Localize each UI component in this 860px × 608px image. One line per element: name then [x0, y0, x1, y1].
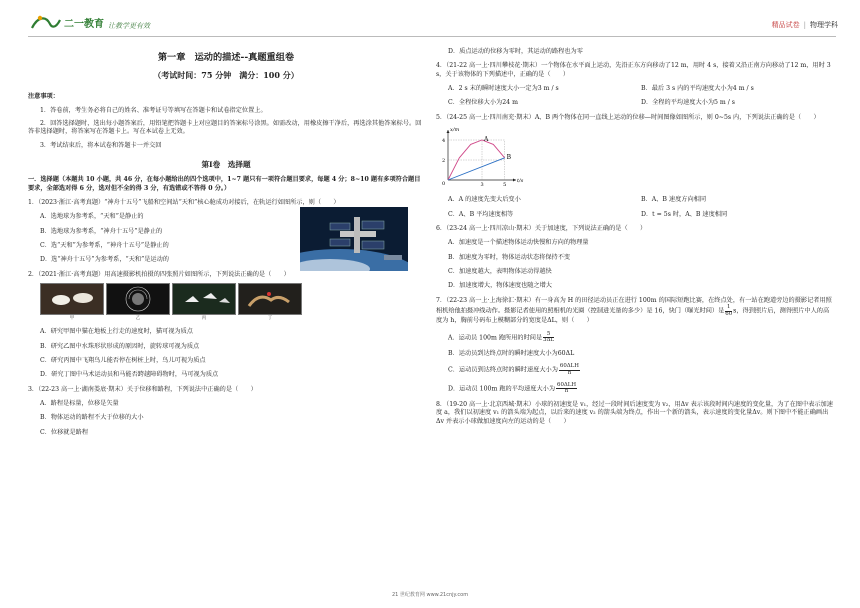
q3-option-c: C．位移就是路程	[40, 428, 89, 436]
q2-option-d: D．研究丁图中马术运动员和马能否跨越障碍物时，马可视为质点	[40, 371, 219, 379]
x-tick-label: 5	[503, 182, 507, 189]
header-label-premium: 精品试卷	[771, 21, 800, 29]
q3-option-d: D．质点运动的位移为零时，其运动的路程也为零	[448, 48, 583, 55]
q1-option-b: B．选地球为参考系，“神舟十五号”是静止的	[40, 227, 163, 235]
q7-option-d-text: D．运动员 100m 跑的平均速度大小为	[448, 385, 556, 393]
fraction-numerator: 1	[726, 304, 731, 311]
header-divider	[28, 36, 836, 37]
notice-item: 3．考试结束后，将本试卷和答题卡一并交回	[40, 141, 162, 149]
x-tick-label: 3	[480, 182, 484, 189]
photo-label: 丁	[267, 316, 273, 322]
header-subject: 精品试卷 | 物理学科	[771, 21, 838, 29]
q5-options-row	[436, 196, 834, 204]
bird-photo	[172, 283, 236, 315]
q6-option-d: D．加速度增大，物体速度也随之增大	[448, 282, 552, 290]
spinning-ball-photo	[106, 283, 170, 315]
q2-option-b: B．研究乙图中水珠形状形成的原因时，旋转球可视为质点	[40, 342, 200, 350]
q2-photo-strip	[28, 283, 424, 315]
q6-option-c: C．加速度越大，表明物体运动得越快	[448, 267, 552, 275]
q7-option-a-text: A．运动员 100m 跑所用的时间是	[448, 334, 543, 342]
q7-shutter-fraction	[725, 305, 732, 317]
q3-option-b: B．物体运动的路程不大于位移的大小	[40, 414, 144, 422]
q5-option-d: D．t = 5s 时，A、B 速度相同	[641, 210, 728, 218]
fraction-numerator: 5	[543, 332, 554, 339]
q7-option-c-text: C．运动员到达终点时的瞬时速度大小为	[448, 367, 558, 375]
right-column	[436, 48, 834, 426]
x-axis-arrow	[513, 179, 516, 182]
q4-options-row	[436, 99, 834, 107]
question-7-stem	[436, 297, 834, 326]
y-tick-label: 2	[442, 158, 446, 165]
q7-option-c	[436, 364, 834, 376]
q7-option-d-fraction	[556, 383, 577, 395]
header-label-subject: 物理学科	[810, 21, 838, 29]
q2-option-c: C．研究丙图中飞翔鸟儿能否停在树桩上时，鸟儿可视为质点	[40, 356, 206, 364]
q4-option-a: A．2 s 末的瞬时速度大小一定为3 m / s	[448, 85, 559, 93]
section-title: 第Ⅰ卷 选择题	[201, 160, 251, 170]
q3-option-a: A．路程是标量，位移是矢量	[40, 400, 119, 407]
part-title: 一．选择题（本题共 10 小题，共 46 分，在每小题给出的四个选项中，1~7 题只有一项符合题目要求，每题 4 分；8~10 题有多项符合题目要求，全部选对得 6 分，选对但不全的得 3 分，有选错或不答得 0 分。）	[28, 176, 421, 192]
notice-item: 2．回答选择题时，选出每小题答案后，用铅笔把答题卡上对应题目的答案标号涂黑。如需改动，用橡皮擦干净后，再选涂其他答案标号。回答非选择题时，将答案写在答题卡上。写在本试卷上无效。	[28, 119, 422, 136]
q1-option-d: D．选“神舟十五号”为参考系，“天和”是运动的	[40, 256, 169, 264]
photo-label: 丙	[201, 316, 207, 322]
question-6-stem: 6．（23-24 高一上·四川凉山·期末）关于加速度，下列说法正确的是（ ）	[436, 224, 647, 232]
position-time-chart	[436, 124, 526, 190]
q2-photo-labels	[28, 316, 424, 322]
series-a-label: A	[484, 136, 489, 144]
question-3-stem: 3．（22-23 高一上·湖南娄底·期末）关于位移和路程，下列说法中正确的是（ ）	[28, 385, 257, 393]
y-tick-label: 4	[442, 138, 446, 145]
notice-item: 1．答卷前，考生务必将自己的姓名、准考证号等填写在答题卡和试卷指定位置上。	[40, 106, 267, 114]
q4-option-b: B．最后 3 s 内的平均速度大小为4 m / s	[641, 85, 754, 93]
q2-option-a: A．研究甲图中猫在地板上行走的速度时，猫可视为质点	[40, 328, 193, 336]
q7-option-b: B．运动员到达终点时的瞬时速度大小为60ΔL	[448, 350, 575, 358]
fraction-numerator: 60ΔLH	[559, 363, 579, 370]
space-station-photo	[300, 207, 408, 271]
q5-option-a: A．A 的速度先变大后变小	[448, 196, 521, 204]
fraction-numerator: 60ΔLH	[557, 381, 577, 388]
q1-option-c: C．选“天和”为参考系，“神舟十五号”是静止的	[40, 242, 169, 250]
q1-option-a: A．选地球为参考系，“天和”是静止的	[40, 213, 144, 221]
q7-option-a-fraction	[543, 332, 554, 344]
q5-option-b: B．A、B 速度方向相同	[641, 196, 707, 204]
q5-options-row	[436, 211, 834, 219]
fraction-denominator: h	[567, 370, 572, 377]
paper-title: 第一章 运动的描述--真题重组卷	[157, 52, 295, 63]
q4-option-d: D．全程的平均速度大小为5 m / s	[641, 99, 735, 107]
logo-text: 二一教育	[64, 19, 104, 30]
y-axis-label: x/m	[450, 127, 460, 134]
page-footer: 21 世纪教育网 www.21cnjy.com	[391, 592, 469, 598]
photo-label: 甲	[69, 316, 75, 322]
series-b-line	[448, 158, 505, 180]
paper-subtitle: （考试时间：75 分钟 满分：100 分）	[153, 70, 299, 81]
fraction-denominator: 3ΔL	[543, 337, 555, 344]
horse-photo	[238, 283, 302, 315]
q4-options-row	[436, 85, 834, 93]
photo-label: 乙	[135, 316, 141, 322]
fraction-denominator: h	[564, 388, 569, 395]
question-1-stem: 1．（2023·浙江·高考真题）“神舟十五号”飞船和空间站“天和”核心舱成功对接后，在轨运行如图所示，则（ ）	[28, 198, 340, 206]
origin-label: 0	[442, 181, 446, 188]
left-column	[28, 52, 424, 437]
q7-stem-text-2: s，得到照片后，测得照片中人的高度为 h，胸前号码布上模糊部分的宽度是ΔL，则（ ）	[436, 307, 830, 325]
cat-photo	[40, 283, 104, 315]
question-8-stem: 8．（19-20 高一上·北京西城·期末）小球的初速度是 v₁，经过一段时间后速度变为 v₂，用Δv 表示该段时间内速度的变化量，为了在图中表示加速度 a，我们以初速度 v₁ 的箭头端为起点，以后来的速度 v₂ 的箭头端为终点，作出一个新的箭头，表示速度的变化量Δv。则下图中不能正确画出Δv 并表示小球做加速度向左的运动的是（ ）	[436, 401, 833, 425]
q6-option-b: B．加速度为零时，物体运动状态将保持不变	[448, 253, 571, 261]
question-5-stem: 5．（24-25 高一上·四川南充·期末）A、B 两个物体在同一直线上运动的位移—时间图像如图所示，则 0~5s 内，下列说法正确的是（ ）	[436, 113, 820, 121]
q7-option-d	[436, 383, 834, 395]
q7-option-c-fraction	[559, 364, 580, 376]
series-b-label: B	[506, 153, 512, 161]
q7-option-a	[436, 332, 834, 344]
q4-option-c: C．全程位移大小为24 m	[448, 99, 518, 107]
question-2-stem: 2．（2021·浙江·高考真题）用高速摄影机拍摄的四张照片如图所示，下列说法正确的是（ ）	[28, 270, 290, 278]
q6-option-a: A．加速度是一个描述物体运动快慢和方向的物理量	[448, 239, 589, 247]
fraction-denominator: 60	[725, 310, 733, 317]
x-axis-label: t/s	[517, 178, 524, 185]
q5-option-c: C．A、B 平均速度相等	[448, 210, 514, 218]
question-4-stem: 4．（21-22 高一上·四川攀枝花·期末）一个物体在水平面上运动，先沿正东方向移动了12 m，用时 4 s，接着又沿正南方向移动了12 m，用时 3 s，关于该物体的下列描述中，正确的是（ ）	[436, 62, 831, 78]
notice-title: 注意事项：	[28, 93, 59, 101]
q7-stem-text: 7．（22-23 高一上·上海徐汇·期末）有一身高为 H 的田径运动员正在进行 100m 的国际短跑比赛，在终点处，有一站在跑道旁边的摄影记者用照相机给他拍摄冲线动作。摄影记者使用的照相机的光圈（控制进光量的多少）是 16，快门（曝光时间）是	[436, 296, 832, 315]
header-slogan: 让教学更有效	[108, 22, 150, 30]
